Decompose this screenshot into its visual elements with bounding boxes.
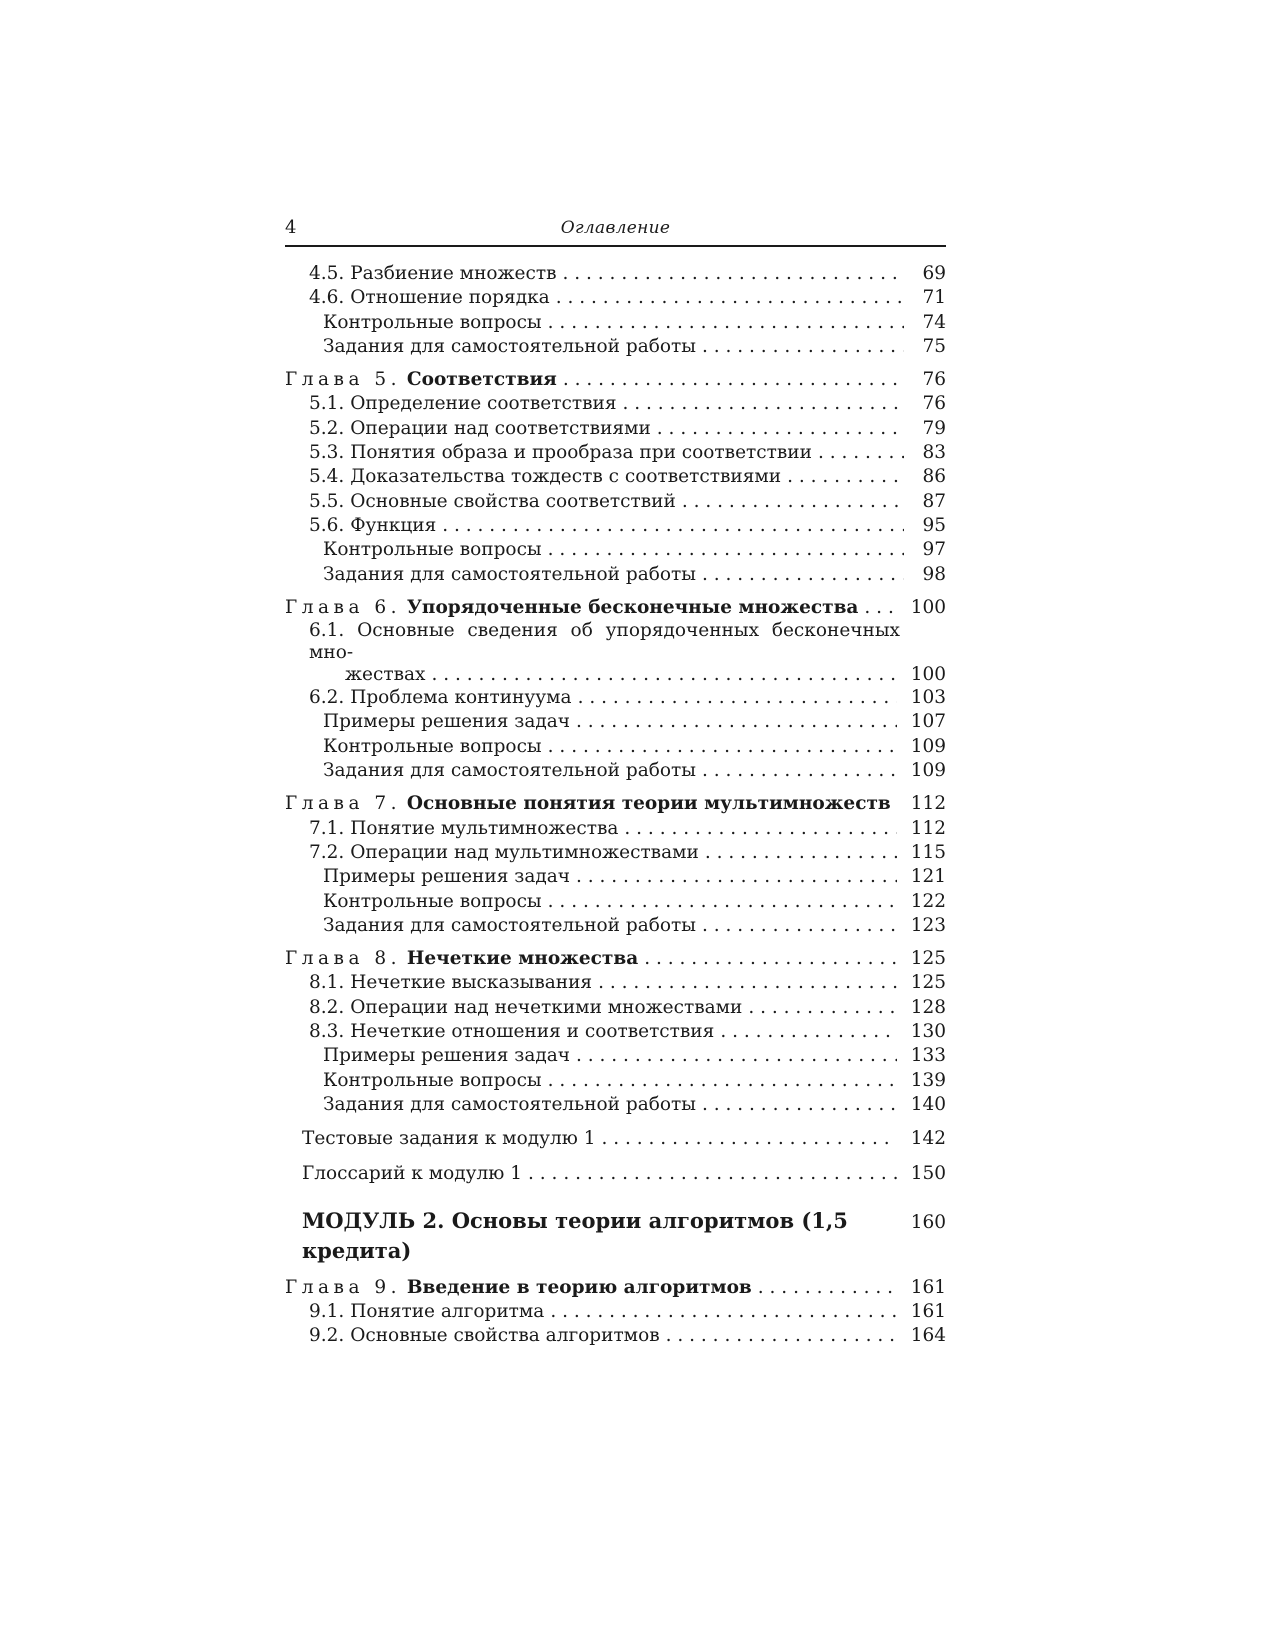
toc-entry-5-1[interactable]: 5.1. Определение соответствия . . . 76 bbox=[285, 392, 946, 416]
toc-entry-ch4-tasks[interactable]: Задания для самостоятельной работы . . . 75 bbox=[285, 335, 946, 359]
toc-entry-glossary[interactable]: Глоссарий к модулю 1 . . . 150 bbox=[285, 1162, 946, 1186]
toc-entry-9-1[interactable]: 9.1. Понятие алгоритма . . . 161 bbox=[285, 1300, 946, 1324]
toc-entry-ch7-tasks[interactable]: Задания для самостоятельной работы . . . 123 bbox=[285, 914, 946, 938]
toc-entry-tests[interactable]: Тестовые задания к модулю 1 . . . 142 bbox=[285, 1127, 946, 1151]
toc-entry-ch8-examples[interactable]: Примеры решения задач . . . 133 bbox=[285, 1044, 946, 1068]
running-header bbox=[285, 215, 946, 247]
toc-entry-5-2[interactable]: 5.2. Операции над соответствиями . . . 79 bbox=[285, 417, 946, 441]
toc-chapter-8[interactable]: Глава 8. Нечеткие множества . . . 125 bbox=[285, 947, 946, 971]
toc-entry-8-3[interactable]: 8.3. Нечеткие отношения и соответствия . . . 130 bbox=[285, 1020, 946, 1044]
toc-entry-8-1[interactable]: 8.1. Нечеткие высказывания . . . 125 bbox=[285, 971, 946, 995]
toc-entry-5-6[interactable]: 5.6. Функция . . . 95 bbox=[285, 514, 946, 538]
toc-entry-4-6[interactable]: 4.6. Отношение порядка . . . 71 bbox=[285, 286, 946, 310]
toc-entry-9-2[interactable]: 9.2. Основные свойства алгоритмов . . . 164 bbox=[285, 1324, 946, 1348]
toc-chapter-5[interactable]: Глава 5. Соответствия . . . 76 bbox=[285, 368, 946, 392]
toc-entry-5-5[interactable]: 5.5. Основные свойства соответствий . . . 87 bbox=[285, 490, 946, 514]
table-of-contents bbox=[285, 262, 946, 1349]
toc-entry-ch6-questions[interactable]: Контрольные вопросы . . . 109 bbox=[285, 735, 946, 759]
toc-entry-ch7-questions[interactable]: Контрольные вопросы . . . 122 bbox=[285, 890, 946, 914]
toc-entry-5-4[interactable]: 5.4. Доказательства тождеств с соответствиями . . . 86 bbox=[285, 465, 946, 489]
toc-entry-ch4-questions[interactable]: Контрольные вопросы . . . 74 bbox=[285, 311, 946, 335]
toc-entry-ch6-tasks[interactable]: Задания для самостоятельной работы . . . 109 bbox=[285, 759, 946, 783]
toc-entry-6-2[interactable]: 6.2. Проблема континуума . . . 103 bbox=[285, 686, 946, 710]
toc-entry-ch7-examples[interactable]: Примеры решения задач . . . 121 bbox=[285, 865, 946, 889]
toc-entry-4-5[interactable]: 4.5. Разбиение множеств . . . 69 bbox=[285, 262, 946, 286]
toc-entry-8-2[interactable]: 8.2. Операции над нечеткими множествами . . . 128 bbox=[285, 996, 946, 1020]
toc-entry-5-3[interactable]: 5.3. Понятия образа и прообраза при соответствии . . . 83 bbox=[285, 441, 946, 465]
toc-entry-ch5-questions[interactable]: Контрольные вопросы . . . 97 bbox=[285, 538, 946, 562]
toc-module-2[interactable]: МОДУЛЬ 2. Основы теории алгоритмов (1,5 кредита) 160 bbox=[302, 1207, 946, 1263]
toc-entry-ch8-tasks[interactable]: Задания для самостоятельной работы . . . 140 bbox=[285, 1093, 946, 1117]
toc-entry-ch8-questions[interactable]: Контрольные вопросы . . . 139 bbox=[285, 1069, 946, 1093]
page-number: 4 bbox=[285, 217, 297, 238]
toc-entry-ch5-tasks[interactable]: Задания для самостоятельной работы . . . 98 bbox=[285, 563, 946, 587]
toc-entry-7-2[interactable]: 7.2. Операции над мультимножествами . . . 115 bbox=[285, 841, 946, 865]
toc-entry-7-1[interactable]: 7.1. Понятие мультимножества . . . 112 bbox=[285, 817, 946, 841]
toc-chapter-9[interactable]: Глава 9. Введение в теорию алгоритмов . . . 161 bbox=[285, 1276, 946, 1300]
toc-entry-6-1[interactable]: 6.1. Основные сведения об упорядоченных бесконечных мно- жествах . . . 100 bbox=[285, 620, 946, 686]
toc-entry-ch6-examples[interactable]: Примеры решения задач . . . 107 bbox=[285, 710, 946, 734]
toc-chapter-6[interactable]: Глава 6. Упорядоченные бесконечные множества . . . 100 bbox=[285, 596, 946, 620]
toc-chapter-7[interactable]: Глава 7. Основные понятия теории мультимножеств 112 bbox=[285, 793, 947, 815]
running-title: Оглавление bbox=[560, 218, 671, 238]
